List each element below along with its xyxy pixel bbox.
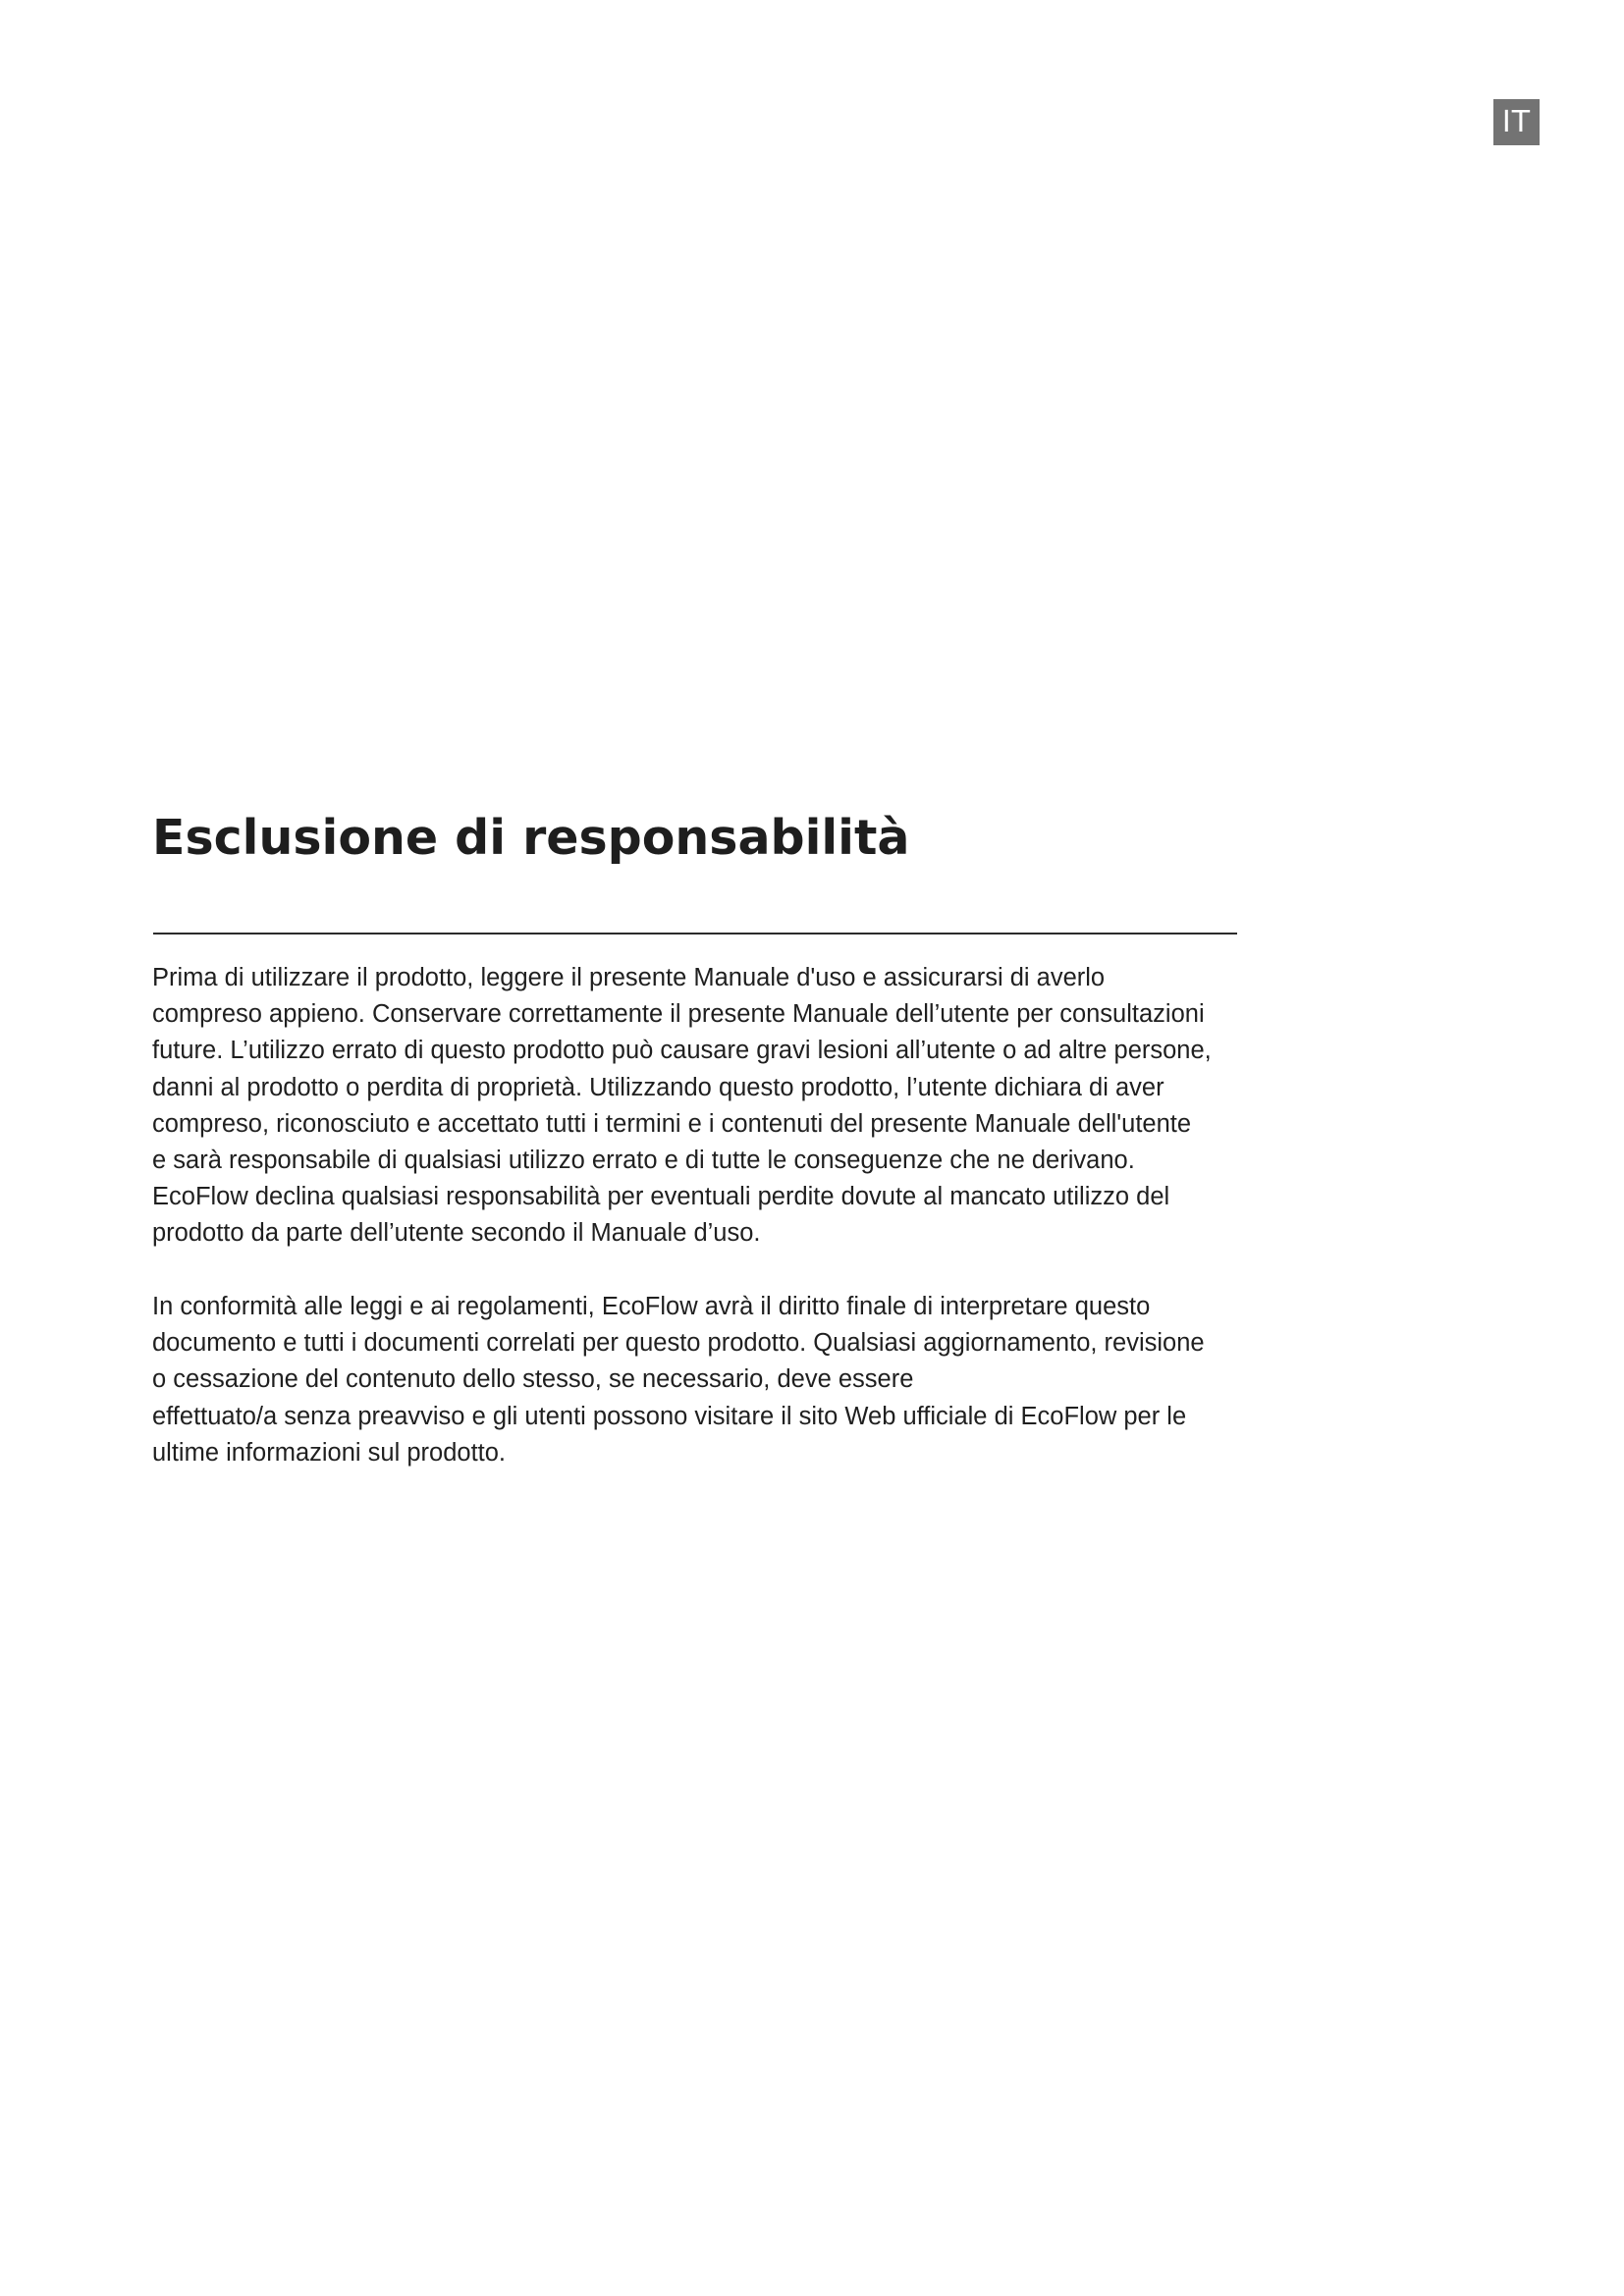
paragraph-line: documento e tutti i documenti correlati per questo prodotto. Qualsiasi aggiornamento, revisione bbox=[152, 1329, 1205, 1358]
paragraph-line: compreso, riconosciuto e accettato tutti i termini e i contenuti del presente Manuale dell'utente bbox=[152, 1109, 1192, 1138]
paragraph-line: future. L’utilizzo errato di questo prodotto può causare gravi lesioni all’utente o ad altre persone, bbox=[152, 1037, 1212, 1065]
paragraph-line: prodotto da parte dell’utente secondo il Manuale d’uso. bbox=[152, 1219, 761, 1248]
paragraph-line: compreso appieno. Conservare correttamente il presente Manuale dell’utente per consultazioni bbox=[152, 1000, 1205, 1029]
paragraph-line: Prima di utilizzare il prodotto, leggere il presente Manuale d'uso e assicurarsi di averlo bbox=[152, 964, 1106, 991]
paragraph-line: In conformità alle leggi e ai regolamenti, EcoFlow avrà il diritto finale di interpretare questo bbox=[152, 1293, 1151, 1320]
paragraph-line: danni al prodotto o perdita di proprietà. Utilizzando questo prodotto, l’utente dichiara di aver bbox=[152, 1073, 1164, 1101]
title-divider bbox=[153, 933, 1237, 934]
paragraph-line: EcoFlow declina qualsiasi responsabilità per eventuali perdite dovute al mancato utilizzo del bbox=[152, 1183, 1170, 1211]
disclaimer-paragraph-1 bbox=[152, 960, 1262, 1253]
paragraph-line: e sarà responsabile di qualsiasi utilizzo errato e di tutte le conseguenze che ne derivano. bbox=[152, 1147, 1135, 1175]
paragraph-line: effettuato/a senza preavviso e gli utenti possono visitare il sito Web ufficiale di EcoFlow per le bbox=[152, 1402, 1187, 1430]
page-title: Esclusione di responsabilità bbox=[152, 810, 910, 866]
disclaimer-paragraph-2 bbox=[152, 1289, 1262, 1471]
paragraph-line: o cessazione del contenuto dello stesso, se necessario, deve essere bbox=[152, 1365, 914, 1394]
paragraph-line: ultime informazioni sul prodotto. bbox=[152, 1438, 507, 1467]
language-badge: IT bbox=[1493, 99, 1540, 145]
